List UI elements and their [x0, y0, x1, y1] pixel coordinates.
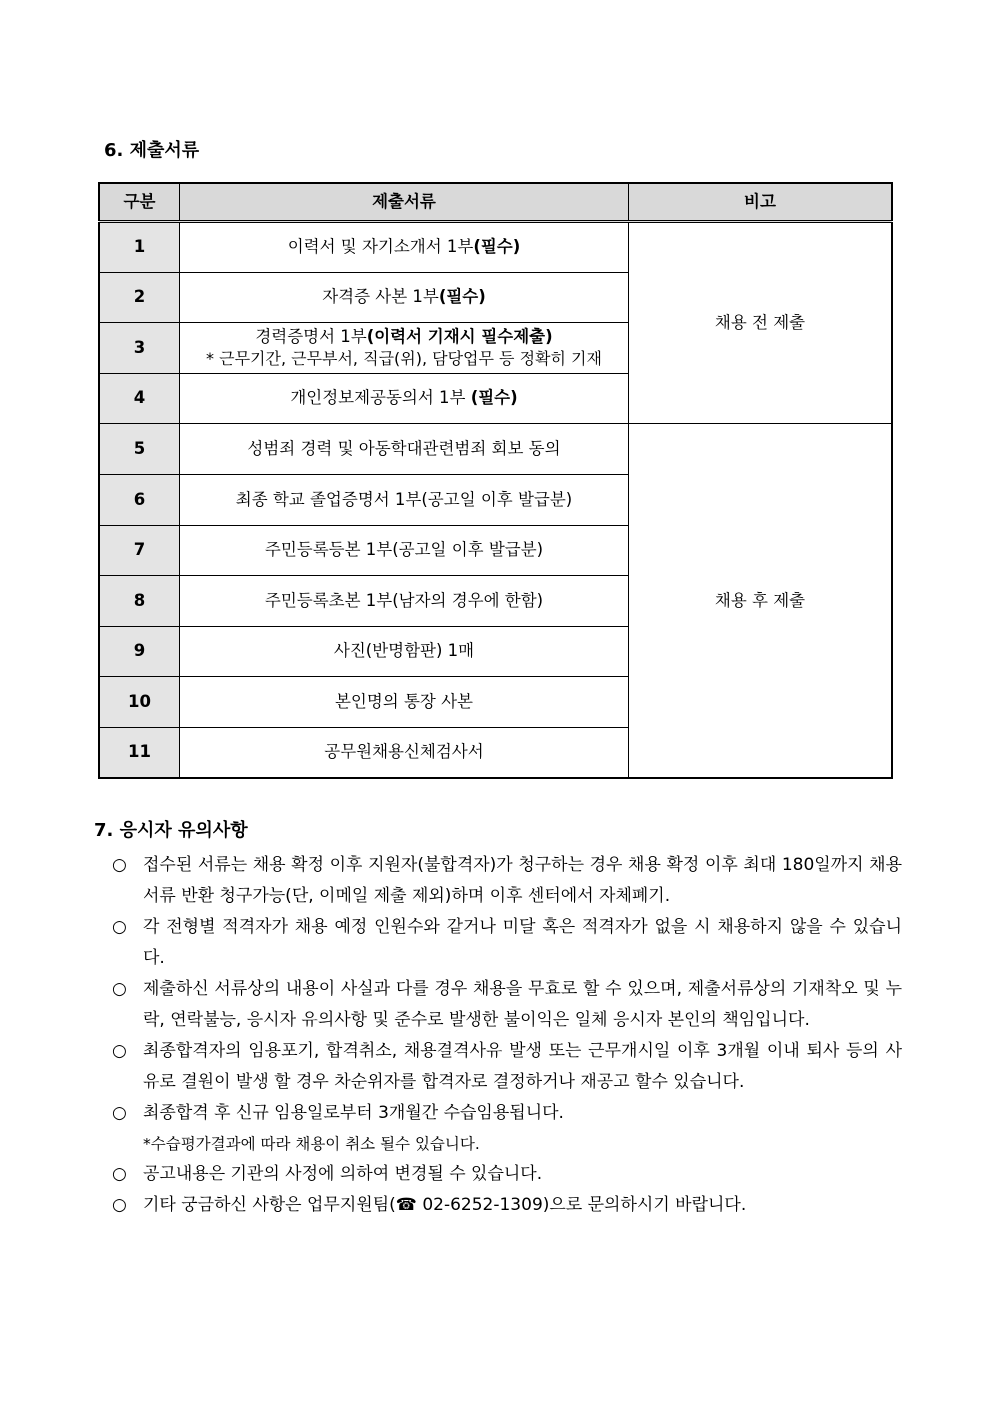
document-cell: 개인정보제공동의서 1부 (필수): [180, 373, 629, 424]
list-item: ○ 각 전형별 적격자가 채용 예정 인원수와 같거나 미달 혹은 적격자가 없을 시 채용하지 않을 수 있습니다.: [112, 912, 902, 974]
document-cell: 자격증 사본 1부(필수): [180, 272, 629, 323]
circle-bullet-icon: ○: [112, 979, 127, 999]
table-header-row: [99, 183, 892, 222]
document-cell: 경력증명서 1부(이력서 기재시 필수제출) * 근무기간, 근무부서, 직급(위), 담당업무 등 정확히 기재: [180, 323, 629, 374]
row-number: 1: [99, 222, 180, 273]
documents-table: [98, 182, 893, 779]
row-number: 6: [99, 474, 180, 525]
header-documents: 제출서류: [180, 183, 629, 222]
row-number: 7: [99, 525, 180, 576]
section-6-title: 6. 제출서류: [104, 140, 200, 161]
circle-bullet-icon: ○: [112, 1164, 127, 1184]
probation-note: *수습평가결과에 따라 채용이 취소 될수 있습니다.: [143, 1135, 480, 1153]
row-number: 2: [99, 272, 180, 323]
list-item: ○ 공고내용은 기관의 사정에 의하여 변경될 수 있습니다.: [112, 1159, 902, 1190]
circle-bullet-icon: ○: [112, 1195, 127, 1215]
document-cell: 주민등록등본 1부(공고일 이후 발급분): [180, 525, 629, 576]
circle-bullet-icon: ○: [112, 1103, 127, 1123]
table-row: [99, 222, 892, 273]
document-cell: 공무원채용신체검사서: [180, 727, 629, 778]
row-number: 9: [99, 626, 180, 677]
header-remarks: 비고: [629, 183, 893, 222]
document-cell: 사진(반명함판) 1매: [180, 626, 629, 677]
header-category: 구분: [99, 183, 180, 222]
section-7-title: 7. 응시자 유의사항: [94, 820, 248, 841]
row-number: 10: [99, 677, 180, 728]
row-number: 5: [99, 424, 180, 475]
document-cell: 본인명의 통장 사본: [180, 677, 629, 728]
remark-before-hire: 채용 전 제출: [629, 222, 893, 424]
remark-after-hire: 채용 후 제출: [629, 424, 893, 778]
circle-bullet-icon: ○: [112, 855, 127, 875]
list-item: ○ 기타 궁금하신 사항은 업무지원팀(☎ 02-6252-1309)으로 문의하시기 바랍니다.: [112, 1190, 902, 1221]
list-item: ○ 접수된 서류는 채용 확정 이후 지원자(불합격자)가 청구하는 경우 채용 확정 이후 최대 180일까지 채용서류 반환 청구가능(단, 이메일 제출 제외)하며 이후 센터에서 자체폐기.: [112, 850, 902, 912]
list-item: ○ 최종합격자의 임용포기, 합격취소, 채용결격사유 발생 또는 근무개시일 이후 3개월 이내 퇴사 등의 사유로 결원이 발생 할 경우 차순위자를 합격자로 결정하거나 재공고 할수 있습니다.: [112, 1036, 902, 1098]
row-number: 11: [99, 727, 180, 778]
document-cell: 이력서 및 자기소개서 1부(필수): [180, 222, 629, 273]
document-subnote: * 근무기간, 근무부서, 직급(위), 담당업무 등 정확히 기재: [206, 349, 602, 369]
row-number: 3: [99, 323, 180, 374]
table-row: [99, 424, 892, 475]
document-cell: 최종 학교 졸업증명서 1부(공고일 이후 발급분): [180, 474, 629, 525]
row-number: 8: [99, 576, 180, 627]
circle-bullet-icon: ○: [112, 1041, 127, 1061]
document-cell: 성범죄 경력 및 아동학대관련범죄 회보 동의: [180, 424, 629, 475]
list-item: ○ 최종합격 후 신규 임용일로부터 3개월간 수습임용됩니다. *수습평가결과에 따라 채용이 취소 될수 있습니다.: [112, 1098, 902, 1159]
circle-bullet-icon: ○: [112, 917, 127, 937]
applicant-notes-list: [112, 850, 902, 1221]
row-number: 4: [99, 373, 180, 424]
list-item: ○ 제출하신 서류상의 내용이 사실과 다를 경우 채용을 무효로 할 수 있으며, 제출서류상의 기재착오 및 누락, 연락불능, 응시자 유의사항 및 준수로 발생한 불이익은 일체 응시자 본인의 책임입니다.: [112, 974, 902, 1036]
document-cell: 주민등록초본 1부(남자의 경우에 한함): [180, 576, 629, 627]
